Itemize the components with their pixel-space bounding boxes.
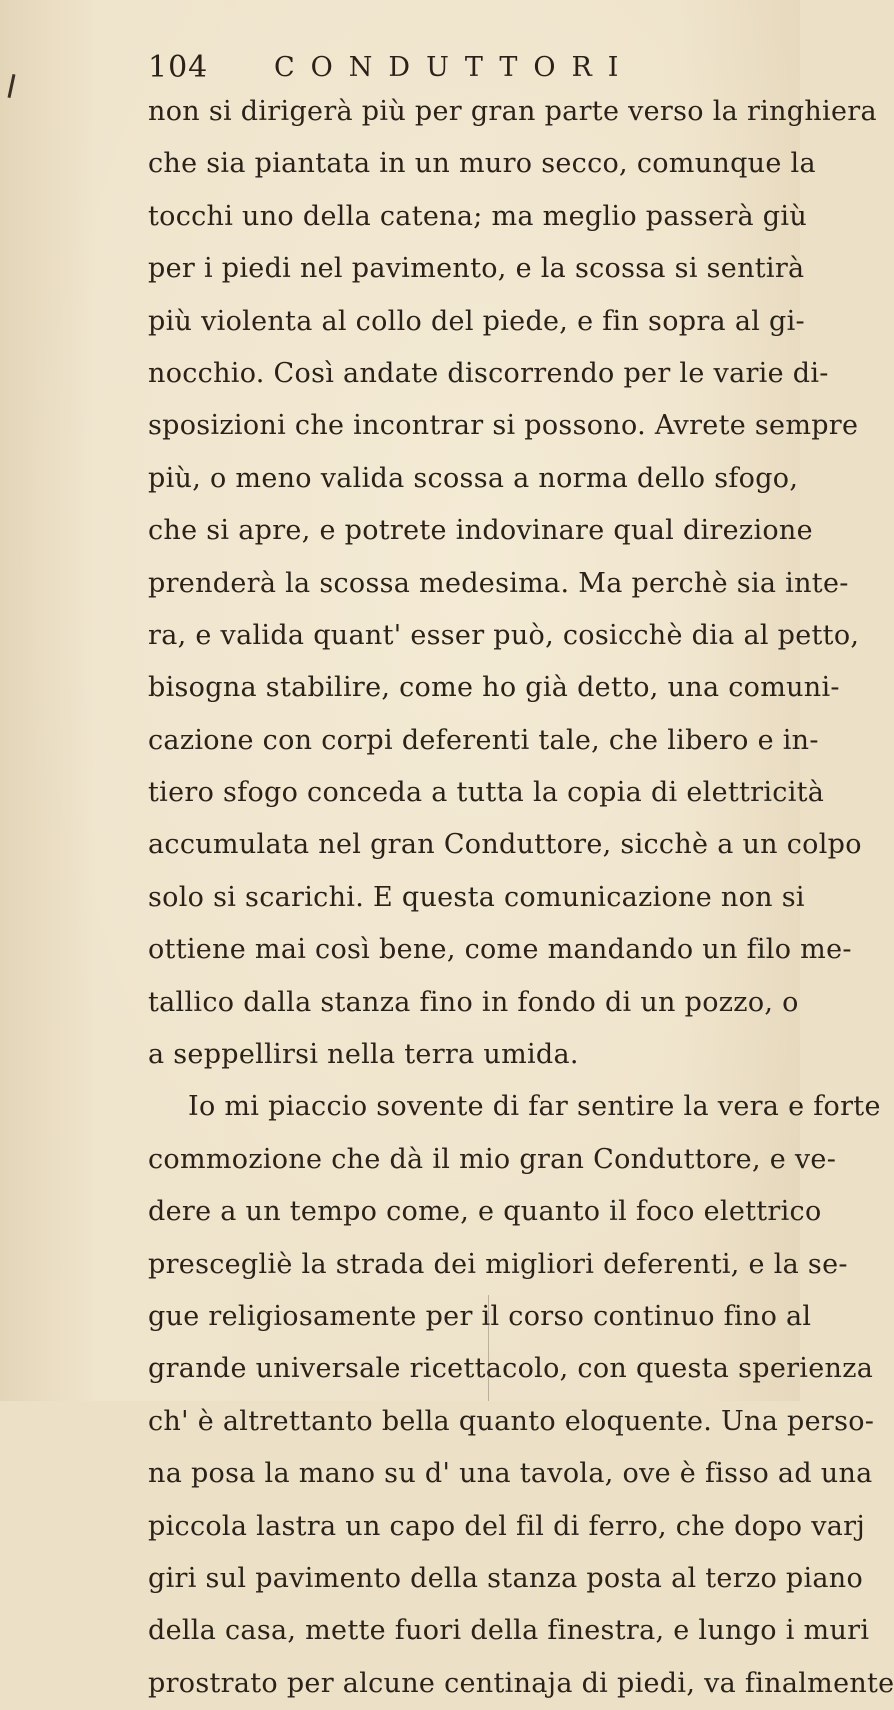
text-line: cazione con corpi deferenti tale, che libero e in- (148, 724, 819, 756)
page-number: 104 (148, 50, 209, 85)
text-line: prenderà la scossa medesima. Ma perchè sia inte- (148, 567, 849, 599)
text-line: non si dirigerà più per gran parte verso la ringhiera (148, 96, 877, 127)
text-line: giri sul pavimento della stanza posta al terzo piano (148, 1562, 864, 1594)
text-line: prescegliè la strada dei migliori deferenti, e la se- (148, 1248, 848, 1280)
text-line: na posa la mano su d' una tavola, ove è fisso ad una (148, 1458, 873, 1490)
text-line: che si apre, e potrete indovinare qual direzione (148, 515, 813, 547)
text-line: bisogna stabilire, come ho già detto, una comuni- (148, 672, 840, 704)
text-line: piccola lastra un capo del fil di ferro, che dopo varj (148, 1510, 866, 1542)
body-text (148, 86, 894, 1710)
text-line: nocchio. Così andate discorrendo per le varie di- (148, 357, 829, 389)
text-line: che sia piantata in un muro secco, comunque la (148, 148, 816, 180)
text-line: tocchi uno della catena; ma meglio passerà giù (148, 200, 808, 232)
running-head (148, 48, 708, 88)
text-line: per i piedi nel pavimento, e la scossa si sentirà (148, 253, 805, 285)
paragraph-start-line: Io mi piaccio sovente di far sentire la vera e forte (188, 1091, 881, 1123)
text-line: tiero sfogo conceda a tutta la copia di elettricità (148, 777, 825, 809)
text-line: accumulata nel gran Conduttore, sicchè a un colpo (148, 829, 862, 861)
running-title: CONDUTTORI (274, 52, 635, 83)
text-line: tallico dalla stanza fino in fondo di un pozzo, o (148, 986, 799, 1018)
text-line: ra, e valida quant' esser può, cosicchè dia al petto, (148, 619, 860, 651)
text-line: ch' è altrettanto bella quanto eloquente. Una perso- (148, 1405, 875, 1437)
text-line: a seppellirsi nella terra umida. (148, 1039, 579, 1071)
text-line: più violenta al collo del piede, e fin sopra al gi- (148, 305, 805, 337)
text-line: gue religiosamente per il corso continuo fino al (148, 1300, 812, 1332)
text-line: grande universale ricettacolo, con questa sperienza (148, 1353, 874, 1385)
text-line: prostrato per alcune centinaja di piedi, va finalmente (148, 1667, 894, 1699)
text-line: della casa, mette fuori della finestra, e lungo i muri (148, 1615, 870, 1647)
text-line: dere a un tempo come, e quanto il foco elettrico (148, 1196, 822, 1228)
text-line: commozione che dà il mio gran Conduttore, e ve- (148, 1143, 837, 1175)
text-line: più, o meno valida scossa a norma dello sfogo, (148, 462, 799, 494)
text-line: solo si scarichi. E questa comunicazione non si (148, 881, 805, 913)
text-line: ottiene mai così bene, come mandando un filo me- (148, 934, 852, 966)
page-crease (488, 1295, 489, 1401)
text-line: sposizioni che incontrar si possono. Avrete sempre (148, 410, 859, 442)
margin-mark (8, 74, 16, 98)
